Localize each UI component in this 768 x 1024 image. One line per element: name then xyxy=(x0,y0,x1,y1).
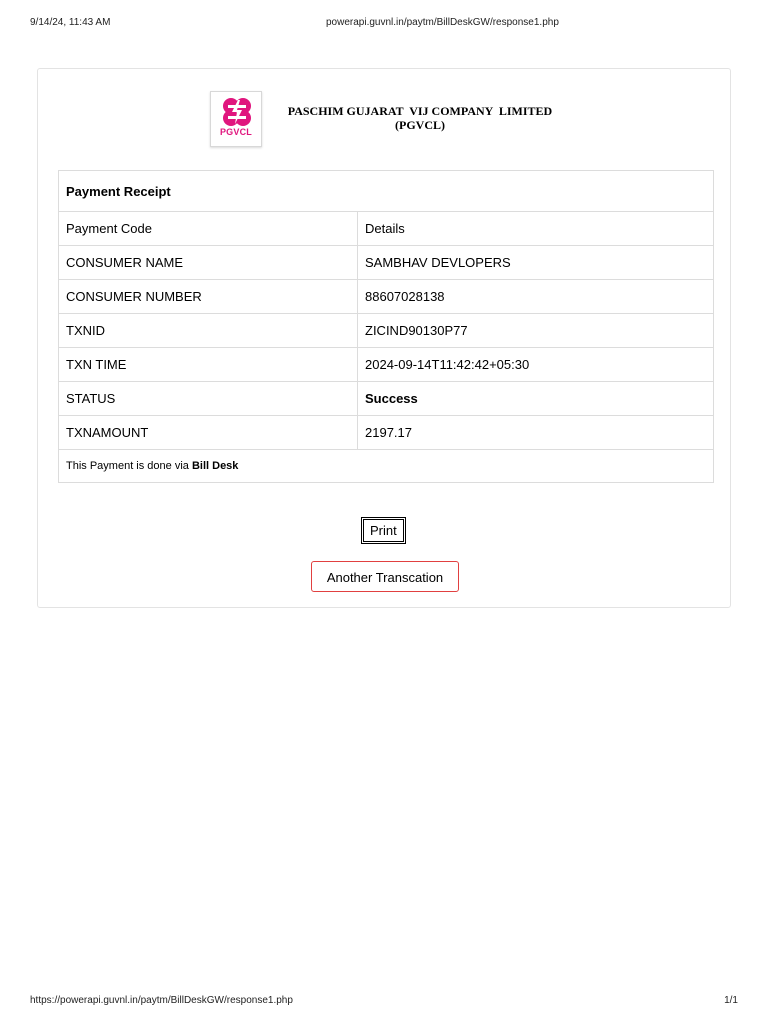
row-label: TXN TIME xyxy=(59,348,358,382)
row-value: 88607028138 xyxy=(358,280,714,314)
payment-gateway-name: Bill Desk xyxy=(191,460,239,472)
table-row xyxy=(59,348,714,382)
table-row xyxy=(59,382,714,416)
print-footer xyxy=(30,995,738,1009)
row-label: TXNID xyxy=(59,314,358,348)
row-label: CONSUMER NUMBER xyxy=(59,280,358,314)
company-name-line1: PASCHIM GUJARAT VIJ COMPANY LIMITED xyxy=(287,104,553,118)
receipt-header-row xyxy=(59,212,714,246)
table-row xyxy=(59,314,714,348)
row-label: CONSUMER NAME xyxy=(59,246,358,280)
table-row xyxy=(59,280,714,314)
print-header-url: powerapi.guvnl.in/paytm/BillDeskGW/response1.php xyxy=(326,17,559,28)
print-datetime: 9/14/24, 11:43 AM xyxy=(30,17,111,28)
row-value: SAMBHAV DEVLOPERS xyxy=(358,246,714,280)
another-transaction-button[interactable]: Another Transcation xyxy=(311,561,459,592)
logo-text: PGVCL xyxy=(219,127,252,137)
table-row xyxy=(59,246,714,280)
print-header xyxy=(30,17,738,31)
receipt-card xyxy=(37,68,731,608)
company-logo xyxy=(210,91,262,147)
header-details: Details xyxy=(358,212,714,246)
company-name-line2: (PGVCL) xyxy=(395,118,445,132)
receipt-title-row xyxy=(59,171,714,212)
company-name xyxy=(280,104,560,132)
row-label: TXNAMOUNT xyxy=(59,416,358,450)
pgvcl-logo-icon xyxy=(222,97,252,127)
row-value: 2197.17 xyxy=(358,416,714,450)
row-value: ZICIND90130P77 xyxy=(358,314,714,348)
row-label: STATUS xyxy=(59,382,358,416)
table-row xyxy=(59,416,714,450)
print-button[interactable]: Print xyxy=(363,519,404,542)
print-footer-url: https://powerapi.guvnl.in/paytm/BillDeskGW/response1.php xyxy=(30,995,293,1006)
page-number: 1/1 xyxy=(724,995,738,1006)
payment-note-prefix: This Payment is done via xyxy=(66,460,192,472)
brand-header xyxy=(210,91,570,151)
row-value: 2024-09-14T11:42:42+05:30 xyxy=(358,348,714,382)
receipt-title: Payment Receipt xyxy=(59,171,714,212)
payment-note xyxy=(59,450,714,483)
status-value: Success xyxy=(358,382,714,416)
header-payment-code: Payment Code xyxy=(59,212,358,246)
receipt-note-row xyxy=(59,450,714,483)
payment-receipt-table xyxy=(58,170,714,483)
